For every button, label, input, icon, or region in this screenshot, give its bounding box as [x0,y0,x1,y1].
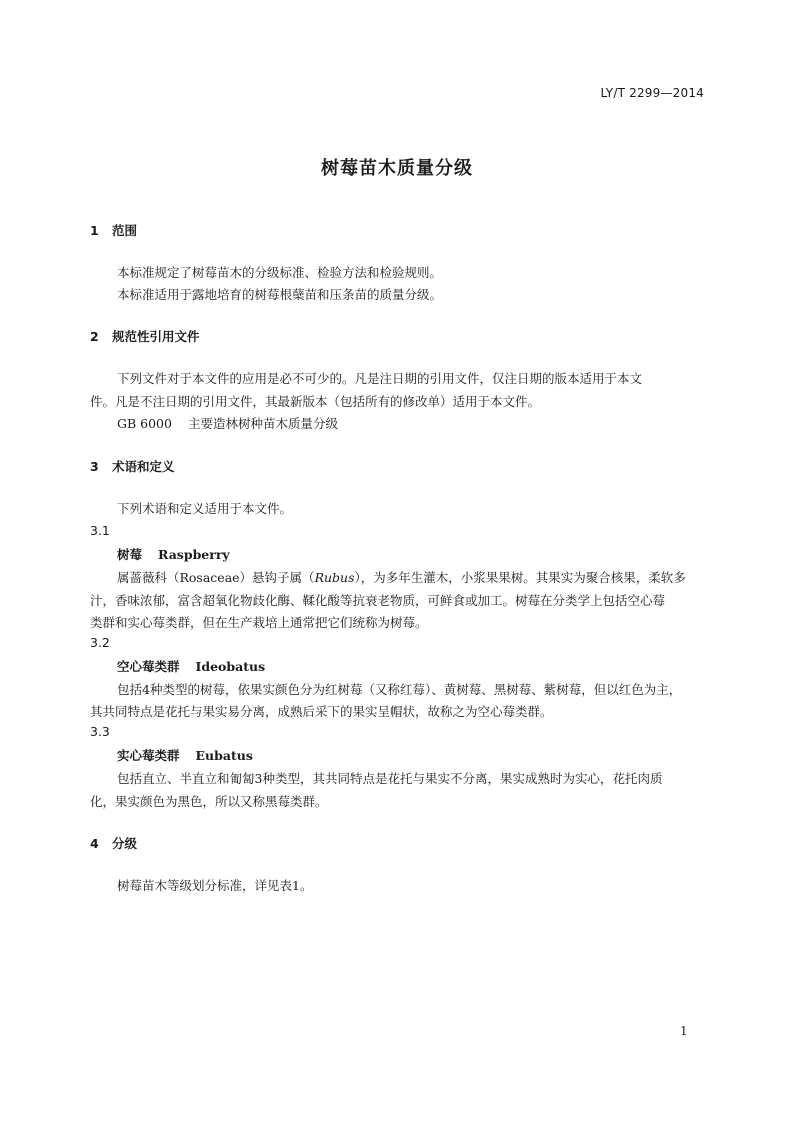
section-number: 1 [90,223,99,238]
term-heading [117,657,265,675]
section-1-heading [90,221,137,239]
term-zh: 实心莓类群 [117,748,180,763]
term-heading [117,545,230,563]
definition-line: 包括直立、半直立和匍匐3种类型，其共同特点是花托与果实不分离，果实成熟时为实心，花托肉质 [117,771,663,786]
term-number: 3.2 [90,635,110,650]
page-number: 1 [680,1024,688,1038]
paragraph: 下列术语和定义适用于本文件。 [117,501,293,516]
section-title: 术语和定义 [112,459,175,474]
term-zh: 树莓 [117,547,143,562]
definition-line: 包括4种类型的树莓，依果实颜色分为红树莓（又称红莓）、黄树莓、黑树莓、紫树莓，但以红色为主， [117,682,682,697]
paragraph: 本标准规定了树莓苗木的分级标准、检验方法和检验规则。 [117,265,443,280]
reference-code: GB 6000 [117,416,172,431]
paragraph-line: 下列文件对于本文件的应用是必不可少的。凡是注日期的引用文件，仅注日期的版本适用于本文 [117,371,643,386]
term-en: Ideobatus [195,659,266,674]
term-number: 3.3 [90,724,110,739]
definition-line: 化，果实颜色为黑色，所以又称黑莓类群。 [90,794,328,809]
definition-line: 汁，香味浓郁，富含超氧化物歧化酶、鞣化酸等抗衰老物质，可鲜食或加工。树莓在分类学上包括空心莓 [90,593,666,608]
definition-text: ），为多年生灌木，小浆果果树。其果实为聚合核果，柔软多 [354,570,686,585]
section-number: 2 [90,329,99,344]
section-title: 范围 [112,223,138,238]
standard-code: LY/T 2299—2014 [600,86,704,100]
term-heading [117,746,253,764]
section-number: 4 [90,836,99,851]
paragraph: 树莓苗木等级划分标准，详见表1。 [117,878,313,893]
section-title: 分级 [112,836,138,851]
section-title: 规范性引用文件 [112,329,200,344]
definition-line: 其共同特点是花托与果实易分离，成熟后采下的果实呈帽状，故称之为空心莓类群。 [90,704,553,719]
document-title: 树莓苗木质量分级 [321,158,473,179]
genus-name: Rubus [314,570,355,585]
term-number: 3.1 [90,523,110,538]
section-4-heading [90,834,137,852]
section-number: 3 [90,459,99,474]
definition-line [117,568,686,586]
reference-title: 主要造林树种苗木质量分级 [187,416,338,431]
normative-reference [117,414,338,432]
term-en: Eubatus [195,748,253,763]
paragraph-line: 件。凡是不注日期的引用文件，其最新版本（包括所有的修改单）适用于本文件。 [90,394,541,409]
definition-text: 属蔷薇科（Rosaceae）悬钩子属（ [117,570,315,585]
section-3-heading [90,457,175,475]
term-zh: 空心莓类群 [117,659,180,674]
paragraph: 本标准适用于露地培育的树莓根蘖苗和压条苗的质量分级。 [117,287,443,302]
section-2-heading [90,327,200,345]
term-en: Raspberry [158,547,230,562]
definition-line: 类群和实心莓类群，但在生产栽培上通常把它们统称为树莓。 [90,615,428,630]
